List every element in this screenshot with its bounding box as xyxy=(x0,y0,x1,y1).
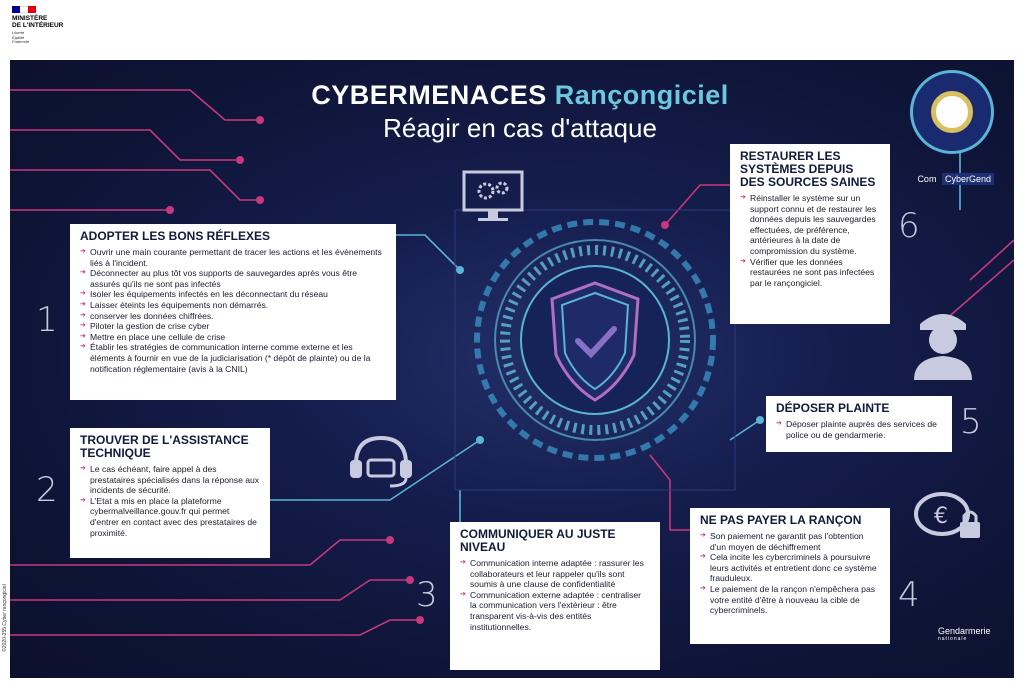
list-item: ➔ Son paiement ne garantit pas l'obtention d'un moyen de déchiffrement xyxy=(700,531,880,552)
section-title-2: TROUVER DE L'ASSISTANCE TECHNIQUE xyxy=(80,433,249,460)
shield-check-icon xyxy=(470,215,720,465)
list-item: ➔ Le paiement de la rançon n'empêchera pas votre entité d'être à nouveau la cible de cybercriminels. xyxy=(700,584,880,616)
ministry-name: MINISTÈRE DE L'INTÉRIEUR xyxy=(12,15,64,29)
cybergend-emblem xyxy=(910,70,994,154)
list-item: ➔ Mettre en place une cellule de crise xyxy=(80,332,386,343)
poster-title xyxy=(300,80,740,144)
step-number-1: 1 xyxy=(36,300,58,340)
step-number-2: 2 xyxy=(36,470,58,510)
step-number-5: 5 xyxy=(960,402,982,442)
list-item: ➔ Ouvrir une main courante permettant de tracer les actions et les évènements liés à l'incident. xyxy=(80,247,386,268)
title-accent: Rançongiciel xyxy=(554,80,729,110)
list-item: ➔ Vérifier que les données restaurées ne sont pas infectées par le rançongiciel. xyxy=(740,257,880,289)
section-card-3 xyxy=(450,522,660,670)
section-card-6 xyxy=(730,144,890,324)
section-title-6: RESTAURER LES SYSTÈMES DEPUIS DES SOURCES SAINES xyxy=(740,149,876,189)
emblem-label-prefix: Com xyxy=(917,174,937,184)
headset-support-icon xyxy=(346,430,416,490)
cybergend-label: Com CyberGend xyxy=(910,174,994,184)
list-item: ➔ Déconnecter au plus tôt vos supports de sauvegardes après vous être assurés qu'ils ne sont pas infectés xyxy=(80,268,386,289)
section-title-3: COMMUNIQUER AU JUSTE NIVEAU xyxy=(460,527,616,554)
gendarmerie-name: Gendarmerie xyxy=(938,626,991,636)
computer-gears-icon xyxy=(460,168,530,228)
gendarme-officer-icon xyxy=(908,296,978,382)
list-item: ➔ Laisser éteints les équipements non démarrés. xyxy=(80,300,386,311)
section-card-2 xyxy=(70,428,270,558)
section-list-6 xyxy=(740,193,880,288)
list-item: ➔ conserver les données chiffrées. xyxy=(80,311,386,322)
list-item: ➔ Piloter la gestion de crise cyber xyxy=(80,321,386,332)
gendarmerie-logo xyxy=(938,626,991,642)
list-item: ➔ Déposer plainte auprès des services de police ou de gendarmerie. xyxy=(776,419,942,440)
list-item: ➔ Isoler les équipements infectés en les déconnectant du réseau xyxy=(80,289,386,300)
section-list-5 xyxy=(776,419,942,440)
title-subtitle: Réagir en cas d'attaque xyxy=(383,113,657,143)
section-card-4 xyxy=(690,508,890,644)
title-main: CYBERMENACES xyxy=(311,80,547,110)
list-item: ➔ Le cas échéant, faire appel à des prestataires spécialisés dans la réponse aux incidents de sécurité. xyxy=(80,464,260,496)
header-bar xyxy=(0,0,1024,58)
republic-motto: Liberté Égalité Fraternité xyxy=(12,30,30,44)
svg-text:€: € xyxy=(934,504,948,529)
list-item: ➔ L'Etat a mis en place la plateforme cybermalveillance.gouv.fr qui permet d'entrer en contact avec des prestataires de proximité. xyxy=(80,496,260,538)
list-item: ➔ Cela incite les cybercriminels à poursuivre leurs activités et entretient donc ce système frauduleux. xyxy=(700,552,880,584)
gendarmerie-sub: nationale xyxy=(938,636,968,642)
list-item: ➔ Établir les stratégies de communication interne comme externe et les éléments à fournir en vue de la judiciarisation (* dépôt de plainte) ou de la notification réglementaire (avis à la CNIL) xyxy=(80,342,386,374)
piggy-bank-lock-icon xyxy=(908,480,988,550)
step-number-4: 4 xyxy=(898,575,920,615)
list-item: ➔ Réinstaller le système sur un support connu et de restaurer les données depuis les sauvegardes effectuées, de préférence, antérieures à la date de compromission du système. xyxy=(740,193,880,257)
poster xyxy=(10,60,1014,678)
section-title-4: NE PAS PAYER LA RANÇON xyxy=(700,513,862,527)
list-item: ➔ Communication externe adaptée : centraliser la communication vers l'extérieur : être transparent vis-à-vis des entités institutionnelles. xyxy=(460,590,650,632)
step-number-6: 6 xyxy=(898,206,920,246)
section-title-5: DÉPOSER PLAINTE xyxy=(776,401,890,415)
section-list-2 xyxy=(80,464,260,538)
list-item: ➔ Communication interne adaptée : rassurer les collaborateurs et leur rappeler qu'ils sont soumis à une clause de confidentialité xyxy=(460,558,650,590)
section-list-3 xyxy=(460,558,650,632)
section-card-1 xyxy=(70,224,396,400)
section-title-1: ADOPTER LES BONS RÉFLEXES xyxy=(80,229,271,243)
step-number-3: 3 xyxy=(416,575,438,615)
section-card-5 xyxy=(766,396,952,452)
section-list-4 xyxy=(700,531,880,616)
section-list-1 xyxy=(80,247,386,374)
title-line-1 xyxy=(300,80,740,111)
french-flag-icon xyxy=(12,6,36,13)
copyright-credit: ©2020-255 Cyber rançongiciel xyxy=(2,584,8,652)
